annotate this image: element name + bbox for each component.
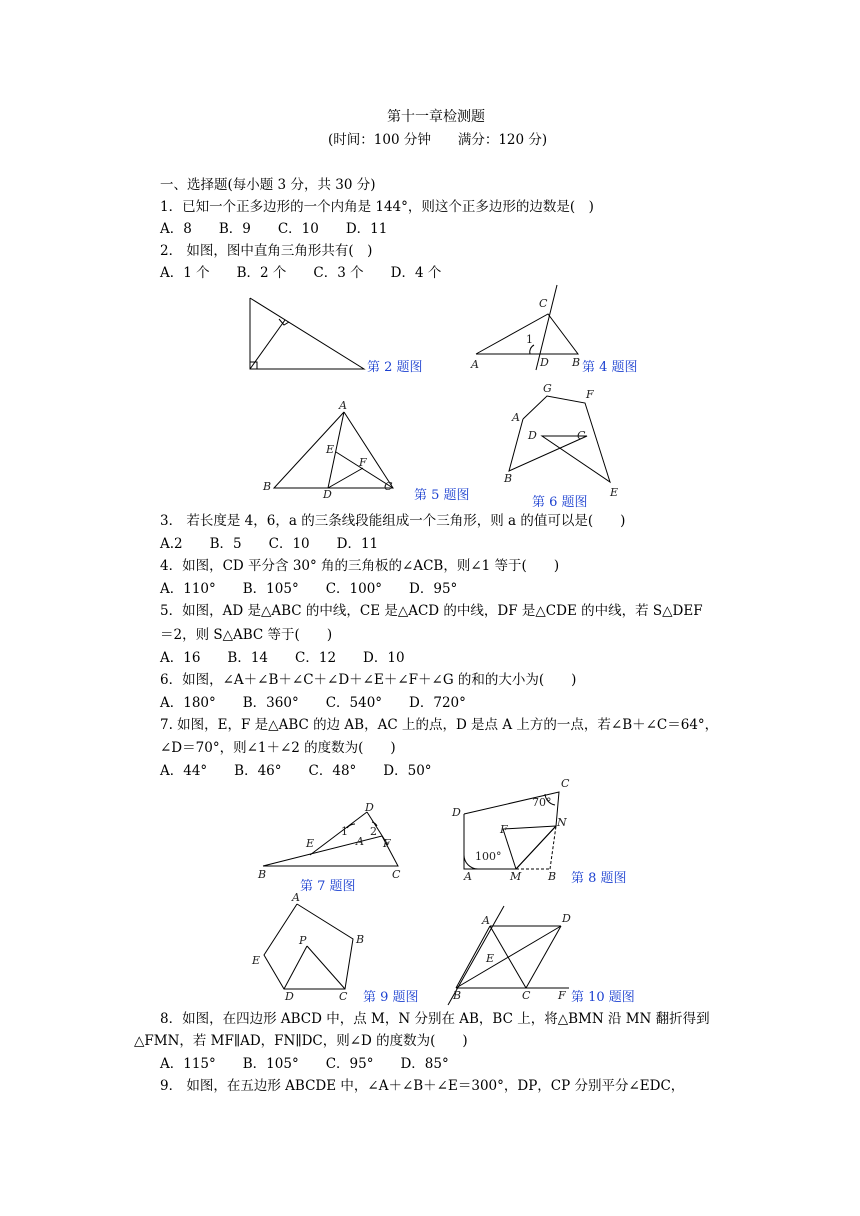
- question-3-stem: 3． 若长度是 4，6，a 的三条线段能组成一个三角形，则 a 的值可以是( ): [160, 513, 626, 529]
- question-6-options: A．180° B．360° C．540° D．720°: [160, 695, 466, 711]
- figure-10-label-a: A: [482, 914, 490, 927]
- figure-7-label-2: 2: [370, 825, 377, 838]
- question-5-stem-line1: 5．如图，AD 是△ABC 的中线，CE 是△ACD 的中线，DF 是△CDE 的中线，若 S△DEF: [160, 603, 703, 619]
- figure-4-label-a: A: [471, 358, 479, 371]
- figure-9-label-c: C: [339, 990, 348, 1003]
- figure-8-label-70: 70°: [532, 796, 552, 809]
- figure-8-label-a: A: [464, 870, 472, 883]
- figure-2-caption: 第 2 题图: [367, 360, 423, 375]
- figure-10-label-b: B: [453, 989, 462, 1002]
- question-5-options: A．16 B．14 C．12 D．10: [160, 650, 405, 666]
- page-title: 第十一章检测题: [387, 109, 485, 125]
- figure-9-caption: 第 9 题图: [363, 990, 419, 1005]
- figure-8-label-b: B: [548, 870, 557, 883]
- figure-5-label-f: F: [359, 456, 367, 469]
- figure-5-caption: 第 5 题图: [414, 488, 470, 503]
- figure-6-label-b: B: [504, 472, 513, 485]
- question-8-stem-line2: △FMN，若 MF∥AD，FN∥DC，则∠D 的度数为( ): [134, 1033, 468, 1049]
- question-2-options: A．1 个 B．2 个 C．3 个 D．4 个: [160, 265, 442, 281]
- figure-4-label-d: D: [540, 356, 549, 369]
- figure-10-label-f: F: [558, 989, 566, 1002]
- question-1-options: A．8 B．9 C．10 D．11: [160, 221, 388, 237]
- figure-5-label-d: D: [323, 488, 332, 501]
- question-2-stem: 2． 如图，图中直角三角形共有( ): [160, 243, 373, 259]
- figure-9-label-b: B: [356, 933, 365, 946]
- question-5-stem-line2: ＝2，则 S△ABC 等于( ): [160, 627, 333, 643]
- figure-5-label-c: C: [384, 480, 393, 493]
- figure-9-label-e: E: [252, 954, 261, 967]
- figure-9-label-p: P: [299, 934, 307, 947]
- figure-7-label-e: E: [306, 837, 315, 850]
- figure-6-label-a: A: [512, 411, 520, 424]
- figure-4-caption: 第 4 题图: [582, 360, 638, 375]
- figure-10-caption: 第 10 题图: [571, 990, 635, 1005]
- figure-10-label-d: D: [562, 912, 571, 925]
- figure-7-label-c: C: [392, 868, 401, 881]
- question-9-stem: 9． 如图，在五边形 ABCDE 中，∠A＋∠B＋∠E＝300°，DP，CP 分别平分∠EDC，: [160, 1078, 685, 1094]
- question-6-stem: 6．如图，∠A＋∠B＋∠C＋∠D＋∠E＋∠F＋∠G 的和的大小为( ): [160, 672, 577, 688]
- figure-8-label-m: M: [510, 870, 522, 883]
- figure-8-label-d: D: [452, 806, 461, 819]
- figure-4-label-c: C: [539, 297, 548, 310]
- figure-10-label-c: C: [522, 989, 531, 1002]
- figure-7-label-a: A: [356, 835, 364, 848]
- figure-6-label-d: D: [528, 429, 537, 442]
- question-4-stem: 4．如图，CD 平分含 30° 角的三角板的∠ACB，则∠1 等于( ): [160, 558, 560, 574]
- question-8-options: A．115° B．105° C．95° D．85°: [160, 1056, 449, 1072]
- figure-4-label-b: B: [572, 356, 581, 369]
- figure-10-label-e: E: [486, 952, 495, 965]
- question-3-options: A.2 B．5 C．10 D．11: [160, 536, 379, 552]
- figure-6-label-c: C: [577, 429, 586, 442]
- figure-5-label-a: A: [339, 399, 347, 412]
- figure-7-caption: 第 7 题图: [300, 879, 356, 894]
- figure-8-label-c: C: [561, 777, 570, 790]
- figure-7-label-f: F: [383, 837, 391, 850]
- figure-7-label-1: 1: [341, 825, 348, 838]
- question-7-stem-line2: ∠D＝70°，则∠1＋∠2 的度数为( ): [160, 740, 396, 756]
- question-1-stem: 1．已知一个正多边形的一个内角是 144°，则这个正多边形的边数是( ): [160, 199, 594, 215]
- figure-8-label-n: N: [557, 816, 567, 829]
- question-7-stem-line1: 7. 如图，E，F 是△ABC 的边 AB，AC 上的点，D 是点 A 上方的一点，若∠B＋∠C＝64°，: [160, 717, 719, 733]
- figure-7-label-d: D: [365, 801, 374, 814]
- exam-meta: (时间：100 分钟 满分：120 分): [328, 132, 548, 148]
- figure-6-caption: 第 6 题图: [532, 495, 588, 510]
- figure-8-caption: 第 8 题图: [571, 871, 627, 886]
- figure-9-label-a: A: [292, 891, 300, 904]
- question-4-options: A．110° B．105° C．100° D．95°: [160, 581, 458, 597]
- figure-9-label-d: D: [285, 990, 294, 1003]
- figure-4-label-1: 1: [526, 333, 533, 346]
- figure-8-label-100: 100°: [475, 850, 502, 863]
- question-8-stem-line1: 8．如图，在四边形 ABCD 中，点 M，N 分别在 AB，BC 上，将△BMN 沿 MN 翻折得到: [160, 1011, 710, 1027]
- figure-6-label-f: F: [586, 388, 594, 401]
- figure-6-label-g: G: [543, 382, 552, 395]
- figure-7-label-b: B: [258, 868, 267, 881]
- figure-5-label-e: E: [326, 443, 335, 456]
- figure-8-label-f: F: [500, 823, 508, 836]
- figure-5-label-b: B: [263, 480, 272, 493]
- figure-6-label-e: E: [610, 486, 619, 499]
- question-7-options: A．44° B．46° C．48° D．50°: [160, 763, 432, 779]
- section-heading: 一、选择题(每小题 3 分，共 30 分): [160, 177, 376, 193]
